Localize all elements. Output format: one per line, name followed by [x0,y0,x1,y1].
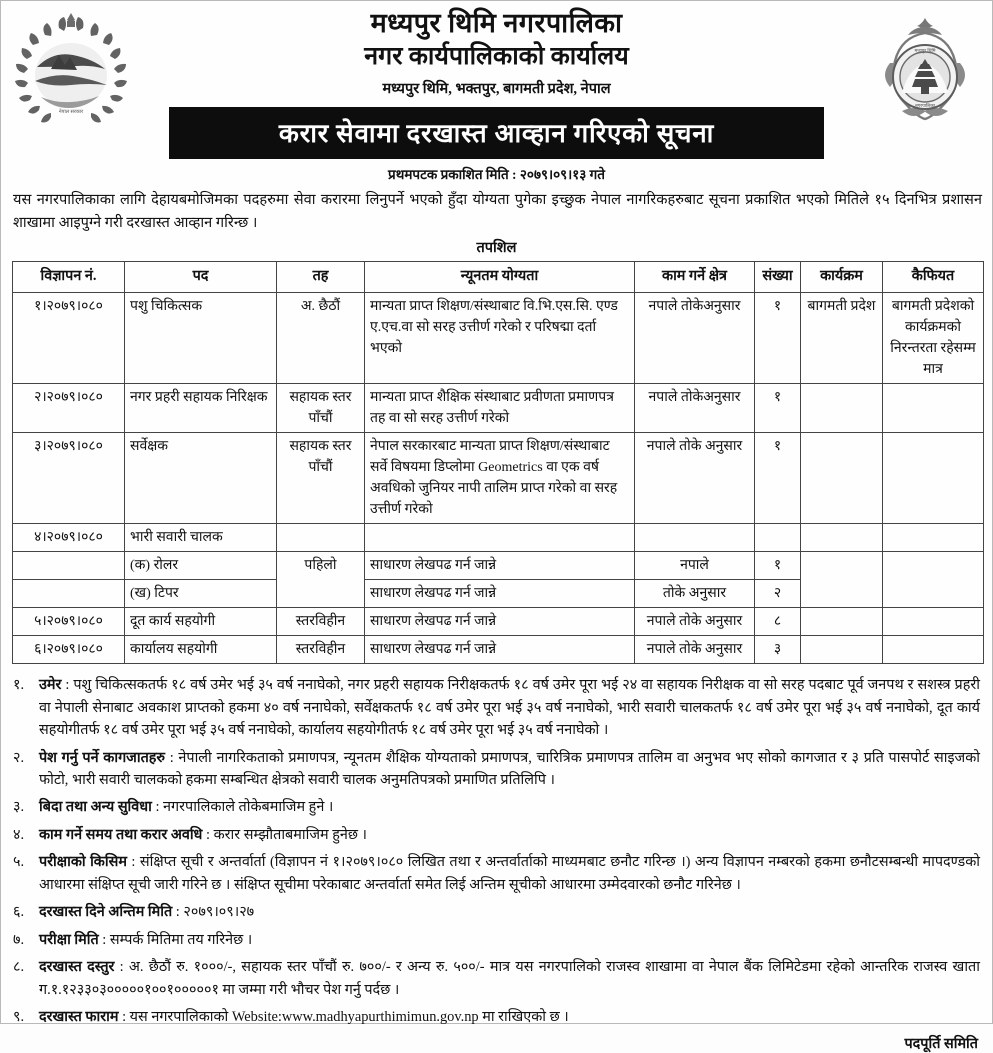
cell-ad-no: ५।२०७९।०८० [13,608,125,636]
cell-number: १ [755,552,801,580]
cell-qual: मान्यता प्राप्त शैक्षिक संस्थाबाट प्रवीणता प्रमाणपत्र तह वा सो सरह उत्तीर्ण गरेको [365,384,635,433]
notice-banner-title: करार सेवामा दरखास्त आव्हान गरिएको सूचना [169,107,824,159]
col-header-qual: न्यूनतम योग्यता [365,261,635,293]
cell-level: स्तरविहीन [277,608,365,636]
publication-date: प्रथमपटक प्रकाशित मिति : २०७९।०९।१३ गते [388,167,605,182]
list-item-text: : २०७९।०९।२७ [172,904,255,921]
cell-area: नपाले तोके अनुसार [635,608,755,636]
svg-text:नगरपालिका: नगरपालिका [915,103,935,108]
cell-ad-no [13,580,125,608]
cell-level: पहिलो [277,552,365,608]
cell-qual [365,524,635,552]
cell-ad-no: ३।२०७९।०८० [13,433,125,524]
list-item-label: परीक्षाको किसिम [39,854,127,871]
cell-qual: साधारण लेखपढ गर्न जान्ने [365,580,635,608]
cell-area: नपाले तोकेअनुसार [635,384,755,433]
schedule-label: तपशिल [476,239,517,256]
cell-program [801,636,883,664]
list-item [13,851,980,896]
conditions-list [13,674,980,1029]
col-header-area: काम गर्ने क्षेत्र [635,261,755,293]
cell-area: नपाले [635,552,755,580]
vacancy-table [12,261,984,665]
cell-post: कार्यालय सहयोगी [125,636,277,664]
col-header-remarks: कैफियत [883,261,984,293]
cell-level: सहायक स्तर पाँचौं [277,384,365,433]
cell-ad-no: १।२०७९।०८० [13,293,125,384]
list-item [13,824,980,846]
col-header-level: तह [277,261,365,293]
list-item-text: : पशु चिकित्सकतर्फ १८ वर्ष उमेर भई ३५ वर्ष ननाघेको, नगर प्रहरी सहायक निरीक्षकतर्फ १८ वर्ष उमेर पूरा भई २४ वा सहायक निरीक्षक वा सो सरह पदबाट पूर्व जनपथ र सशस्त्र प्रहरी वा नेपाली सेनाबाट अवकाश प्राप्तको हकमा ४० वर्ष ननाघेको, सर्वेक्षकतर्फ १८ वर्ष उमेर पूरा भई ३५ वर्ष ननाघेको, भारी सवारी चालकतर्फ १८ वर्ष उमेर पूरा भई ३५ वर्ष ननाघेको, दूत कार्य सहयोगीतर्फ १८ वर्ष उमेर पूरा भई ३५ वर्ष ननाघेको, कार्यालय सहयोगीतर्फ १८ वर्ष उमेर पूरा भई ३५ वर्ष ननाघेको । [39,677,980,739]
list-item [13,929,980,951]
list-item-text: : नेपाली नागरिकताको प्रमाणपत्र, न्यूनतम शैक्षिक योग्यताको प्रमाणपत्र, चारित्रिक प्रमाणपत्र तालिम वा अनुभव भए सोको कागजात र ३ प्रति पासपोर्ट साइजको फोटो, भारी सवारी चालकको हकमा सम्बन्धित क्षेत्रको सवारी चालक अनुमतिपत्रको प्रमाणित प्रतिलिपि । [39,749,980,789]
list-item-number: ७. [13,931,25,948]
cell-area [635,524,755,552]
cell-number: १ [755,384,801,433]
list-item-text: : संक्षिप्त सूची र अन्तर्वार्ता (विज्ञापन नं १।२०७९।०८० लिखित तथा र अन्तर्वार्ताको माध्यमबाट छनौट गरिन्छ ।) अन्य विज्ञापन नम्बरको हकमा छनौटसम्बन्धी मापदण्डको आधारमा संक्षिप्त सूची जारी गरिने छ । संक्षिप्त सूचीमा परेकाबाट अन्तर्वार्ता समेत लिई अन्तिम सूचीको आधारमा उम्मेदवारको छनौट गरिनेछ । [39,854,980,893]
footer-signature: पदपूर्ति समिति [904,1035,978,1052]
list-item-label: परीक्षा मिति [39,931,99,948]
list-item-number: १. [13,677,25,694]
cell-ad-no: २।२०७९।०८० [13,384,125,433]
table-row [13,433,984,524]
cell-number: १ [755,433,801,524]
cell-post: पशु चिकित्सक [125,293,277,384]
col-header-ad-no: विज्ञापन नं. [13,261,125,293]
list-item-text: : नगरपालिकाले तोकेबमाजिम हुने । [151,799,334,816]
cell-level: अ. छैठौं [277,293,365,384]
cell-post: दूत कार्य सहयोगी [125,608,277,636]
list-item [13,747,980,792]
cell-area: नपाले तोके अनुसार [635,433,755,524]
cell-program [801,608,883,636]
cell-remarks [883,552,984,608]
list-item-label: बिदा तथा अन्य सुविधा [39,799,152,816]
cell-number: ३ [755,636,801,664]
list-item-label: दरखास्त दस्तुर [39,959,115,976]
cell-remarks [883,433,984,524]
cell-post: भारी सवारी चालक [125,524,277,552]
col-header-number: संख्या [755,261,801,293]
list-item-number: ८. [13,959,25,976]
table-row [13,636,984,664]
list-item-text: : सम्पर्क मितिमा तय गरिनेछ । [98,931,253,948]
list-item [13,796,980,818]
col-header-program: कार्यक्रम [801,261,883,293]
cell-area: नपाले तोकेअनुसार [635,293,755,384]
table-row [13,384,984,433]
cell-qual: साधारण लेखपढ गर्न जान्ने [365,552,635,580]
list-item-number: ४. [13,826,25,843]
list-item-label: दरखास्त दिने अन्तिम मिति [39,904,173,921]
list-item-text: : अ. छैठौं रु. १०००/-, सहायक स्तर पाँचौं रु. ७००/- र अन्य रु. ५००/- मात्र यस नगरपालिको राजस्व शाखामा वा नेपाल बैंक लिमिटेडमा रहेको आन्तरिक राजस्व खाता ग.१.१२३३०३०००००१००१०००००१ मा जम्मा गरी भौचर पेश गर्नु पर्दछ । [39,959,980,998]
table-row [13,524,984,552]
list-item [13,901,980,923]
municipality-seal-icon [872,15,978,127]
cell-program [801,384,883,433]
cell-number: १ [755,293,801,384]
cell-program [801,524,883,552]
list-item-label: उमेर [39,677,62,694]
list-item [13,956,980,1001]
list-item [13,1006,980,1028]
col-header-post: पद [125,261,277,293]
list-item-text: : यस नगरपालिकाको Website:www.madhyapurthimimun.gov.np मा राखिएको छ । [118,1009,569,1026]
office-name: नगर कार्यपालिकाको कार्यालय [364,42,629,70]
cell-qual: साधारण लेखपढ गर्न जान्ने [365,608,635,636]
cell-qual: नेपाल सरकारबाट मान्यता प्राप्त शिक्षण/संस्थाबाट सर्वे विषयमा डिप्लोमा Geometrics वा एक वर्ष अवधिको जुनियर नापी तालिम प्राप्त गरेको वा सरह उत्तीर्ण गरेको [365,433,635,524]
table-row [13,293,984,384]
cell-ad-no [13,552,125,580]
cell-ad-no: ४।२०७९।०८० [13,524,125,552]
list-item-number: ५. [13,854,25,871]
cell-remarks: बागमती प्रदेशको कार्यक्रमको निरन्तरता रहेसम्म मात्र [883,293,984,384]
cell-program: बागमती प्रदेश [801,293,883,384]
list-item-number: ३. [13,799,25,816]
cell-level: स्तरविहीन [277,636,365,664]
list-item-number: २. [13,749,25,766]
municipality-name: मध्यपुर थिमि नगरपालिका [370,8,623,38]
nepal-government-emblem-icon [15,9,127,125]
cell-post: नगर प्रहरी सहायक निरिक्षक [125,384,277,433]
cell-ad-no: ६।२०७९।०८० [13,636,125,664]
cell-number: २ [755,580,801,608]
list-item [13,674,980,741]
table-row [13,552,984,580]
list-item-label: पेश गर्नु पर्ने कागजातहरु [39,749,166,766]
cell-post: (ख) टिपर [125,580,277,608]
list-item-label: दरखास्त फाराम [39,1009,119,1026]
table-row [13,608,984,636]
list-item-text: : करार सम्झौताबमाजिम हुनेछ । [202,826,367,843]
cell-qual: साधारण लेखपढ गर्न जान्ने [365,636,635,664]
cell-post: (क) रोलर [125,552,277,580]
cell-number: ८ [755,608,801,636]
list-item-number: ६. [13,904,25,921]
cell-remarks [883,608,984,636]
document-header [1,1,992,115]
cell-remarks [883,636,984,664]
cell-program [801,552,883,608]
cell-program [801,433,883,524]
list-item-label: काम गर्ने समय तथा करार अवधि [39,826,203,843]
cell-qual: मान्यता प्राप्त शिक्षण/संस्थाबाट वि.भि.एस.सि. एण्ड ए.एच.वा सो सरह उत्तीर्ण गरेको र परिषद्मा दर्ता भएको [365,293,635,384]
cell-number [755,524,801,552]
banner-container [1,107,992,159]
svg-text:नेपाल सरकार: नेपाल सरकार [58,109,84,115]
list-item-number: ९. [13,1009,25,1026]
cell-level: सहायक स्तर पाँचौं [277,433,365,524]
cell-level [277,524,365,552]
office-address: मध्यपुर थिमि, भक्तपुर, बागमती प्रदेश, नेपाल [382,81,611,98]
cell-area: नपाले तोके अनुसार [635,636,755,664]
table-header-row [13,261,984,293]
cell-remarks [883,384,984,433]
svg-text:मध्यपुर थिमि: मध्यपुर थिमि [914,48,936,53]
intro-paragraph: यस नगरपालिकाका लागि देहायबमोजिमका पदहरुमा सेवा करारमा लिनुपर्ने भएको हुँदा योग्यता पुगेका इच्छुक नेपाल नागरिकहरुबाट सूचना प्रकाशित भएको मितिले १५ दिनभित्र प्रशासन शाखामा आइपुग्ने गरी दरखास्त आव्हान गरिन्छ । [13,192,982,231]
cell-area: तोके अनुसार [635,580,755,608]
cell-post: सर्वेक्षक [125,433,277,524]
cell-remarks [883,524,984,552]
